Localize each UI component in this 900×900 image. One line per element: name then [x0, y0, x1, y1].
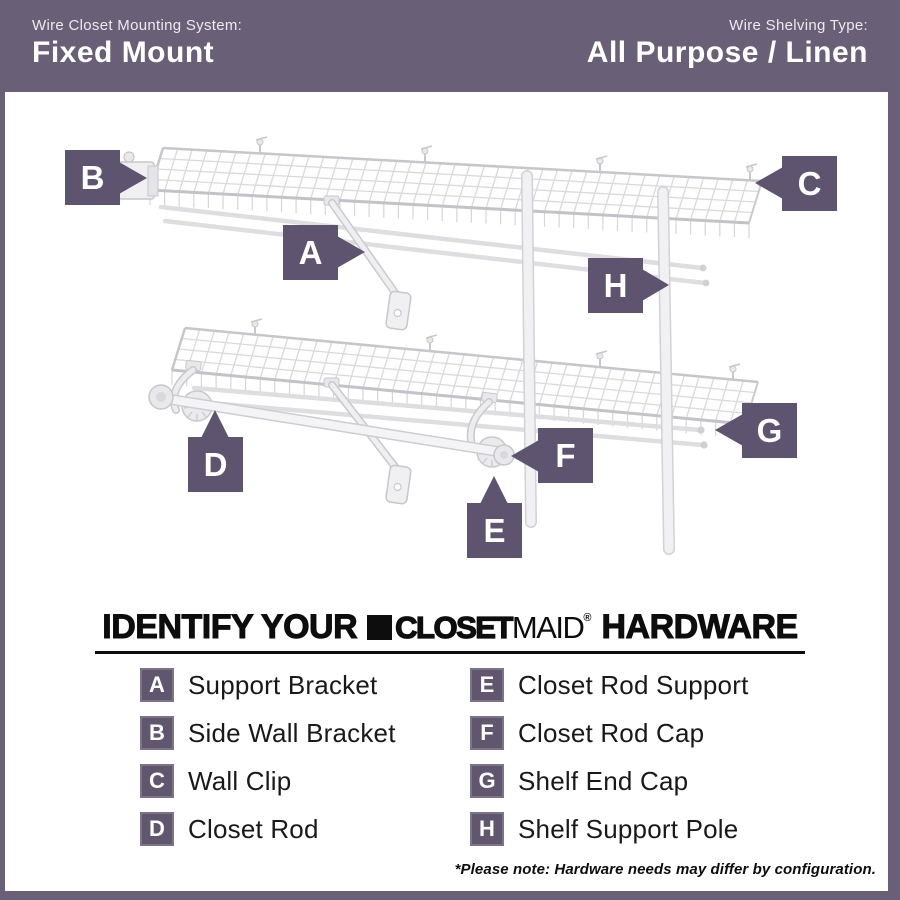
callout-letter-d: D: [203, 446, 228, 483]
legend-badge-h: H: [470, 812, 504, 846]
wire-shelving-diagram: [0, 92, 900, 600]
heading-suffix: HARDWARE: [601, 608, 798, 646]
legend-label-d: Closet Rod: [188, 813, 319, 844]
legend-label-b: Side Wall Bracket: [188, 717, 396, 748]
callout-letter-b: B: [80, 159, 105, 196]
identify-heading: [0, 608, 900, 647]
legend-label-h: Shelf Support Pole: [518, 813, 739, 844]
legend-badge-a: A: [140, 668, 174, 702]
callout-flag-f: [511, 428, 593, 483]
frame-bottom-border: [0, 891, 900, 900]
legend-label-c: Wall Clip: [188, 765, 292, 796]
closet-rod-left-cap: [149, 385, 173, 409]
callout-flag-e: [467, 476, 522, 558]
callout-flag-h: [588, 258, 669, 313]
callout-letter-h: H: [603, 267, 628, 304]
closet-rod-cap: [494, 445, 514, 465]
legend-item-side-wall-bracket: [140, 716, 460, 750]
shelf-end-cap: [700, 441, 707, 448]
callout-letter-e: E: [483, 512, 506, 549]
footnote: *Please note: Hardware needs may differ by configuration.: [454, 861, 876, 878]
legend-badge-b: B: [140, 716, 174, 750]
callout-flag-c: [755, 156, 837, 211]
legend-badge-e: E: [470, 668, 504, 702]
heading-underline: [95, 651, 805, 654]
legend-label-e: Closet Rod Support: [518, 669, 749, 700]
legend-label-a: Support Bracket: [188, 669, 378, 700]
registered-mark: ®: [583, 611, 592, 624]
shelving-type-title: All Purpose / Linen: [586, 35, 868, 69]
callout-letter-g: G: [756, 412, 783, 449]
shelving-type-block: [587, 17, 868, 70]
legend-item-closet-rod-cap: [470, 716, 830, 750]
shelf-support-pole-right: [663, 192, 669, 549]
heading-prefix: IDENTIFY YOUR: [102, 608, 358, 646]
closetmaid-logo: [367, 610, 591, 646]
legend-item-support-bracket: [140, 668, 460, 702]
legend-item-shelf-end-cap: [470, 764, 830, 798]
closetmaid-logo-maid: MAID: [511, 609, 584, 645]
mounting-system-label: Wire Closet Mounting System:: [32, 16, 243, 34]
shelf-support-pole-left: [527, 176, 531, 522]
header-band: [0, 0, 900, 92]
legend-column-left: [140, 668, 460, 860]
legend-column-right: [470, 668, 830, 860]
callout-letter-c: C: [797, 165, 822, 202]
mounting-system-title: Fixed Mount: [32, 35, 215, 69]
callout-flag-d: [188, 410, 243, 492]
wall-clip-c-target: [746, 164, 757, 180]
legend-item-closet-rod: [140, 812, 460, 846]
legend-badge-c: C: [140, 764, 174, 798]
closetmaid-logo-square-icon: [367, 615, 392, 640]
shelving-type-label: Wire Shelving Type:: [729, 16, 868, 34]
mounting-system-block: [32, 17, 242, 70]
legend-item-shelf-support-pole: [470, 812, 830, 846]
legend-badge-g: G: [470, 764, 504, 798]
callout-letter-f: F: [555, 437, 576, 474]
legend-badge-d: D: [140, 812, 174, 846]
legend-badge-f: F: [470, 716, 504, 750]
legend-item-closet-rod-support: [470, 668, 830, 702]
legend-label-g: Shelf End Cap: [518, 765, 689, 796]
frame-left-border: [0, 92, 5, 900]
legend-item-wall-clip: [140, 764, 460, 798]
closetmaid-logo-closet: CLOSET: [395, 609, 512, 645]
legend-label-f: Closet Rod Cap: [518, 717, 705, 748]
frame-right-border: [888, 92, 900, 900]
shelf-end-cap: [697, 426, 704, 433]
callout-letter-a: A: [298, 234, 323, 271]
